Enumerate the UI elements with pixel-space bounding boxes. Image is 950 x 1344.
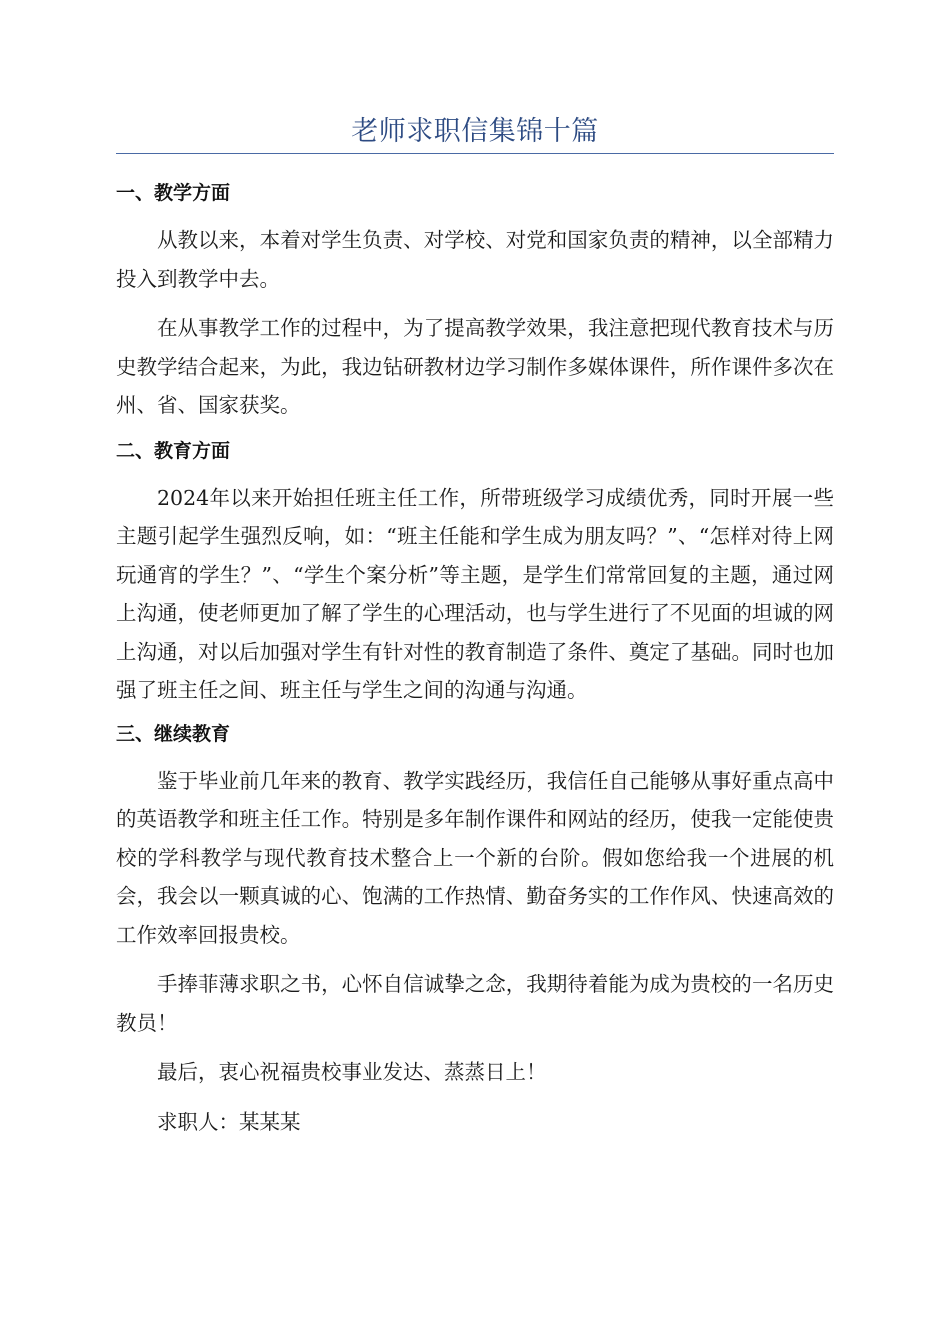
- document-title: 老师求职信集锦十篇: [351, 116, 599, 147]
- paragraph: 手捧菲薄求职之书，心怀自信诚挚之念，我期待着能为成为贵校的一名历史教员！: [116, 972, 834, 1035]
- paragraph: 鉴于毕业前几年来的教育、教学实践经历，我信任自己能够从事好重点高中的英语教学和班主任工作。特别是多年制作课件和网站的经历，使我一定能使贵校的学科教学与现代教育技术整合上一个新的台阶。假如您给我一个进展的机会，我会以一颗真诚的心、饱满的工作热情、勤奋务实的工作作风、快速高效的工作效率回报贵校。: [116, 768, 834, 947]
- paragraph: 2024年以来开始担任班主任工作，所带班级学习成绩优秀，同时开展一些主题引起学生强烈反响，如：“班主任能和学生成为朋友吗？”、“怎样对待上网玩通宵的学生？”、“学生个案分析”等主题，是学生们常常回复的主题，通过网上沟通，使老师更加了解了学生的心理活动，也与学生进行了不见面的坦诚的网上沟通，对以后加强对学生有针对性的教育制造了条件、奠定了基础。同时也加强了班主任之间、班主任与学生之间的沟通与沟通。: [116, 485, 834, 702]
- section-heading-teaching: 一、教学方面: [116, 182, 231, 204]
- title-underline: [116, 153, 834, 154]
- section-heading-education: 二、教育方面: [116, 439, 231, 462]
- paragraph: 从教以来，本着对学生负责、对学校、对党和国家负责的精神，以全部精力投入到教学中去。: [116, 228, 834, 291]
- paragraph: 在从事教学工作的过程中，为了提高教学效果，我注意把现代教育技术与历史教学结合起来，为此，我边钻研教材边学习制作多媒体课件，所作课件多次在州、省、国家获奖。: [116, 316, 834, 417]
- signature-line: 求职人：某某某: [157, 1109, 301, 1134]
- document-page: [116, 112, 834, 1141]
- closing-wish: 最后，衷心祝福贵校事业发达、蒸蒸日上！: [157, 1060, 547, 1084]
- section-heading-continuing-education: 三、继续教育: [116, 722, 231, 745]
